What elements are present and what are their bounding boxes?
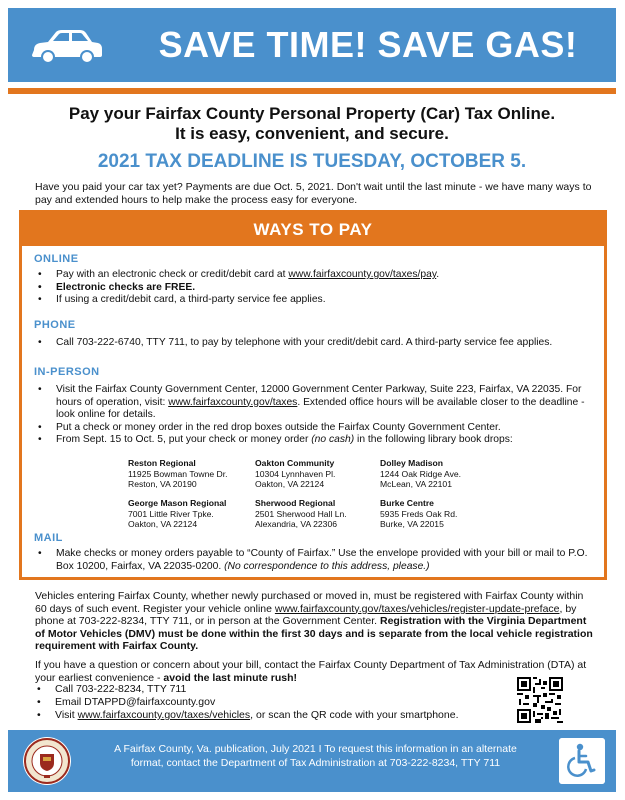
dmv-notice: Registration with the Virginia Department of Motor Vehicles (DMV) must be done within the first 30 days and is separate from the local vehicle registration requirement with Fairfax County. (35, 615, 593, 652)
visit-text: , or scan the QR code with your smartphone. (250, 709, 459, 721)
headline-line-1: Pay your Fairfax County Personal Property (Car) Tax Online. (68, 104, 556, 123)
library-city: Alexandria, VA 22306 (255, 519, 338, 530)
contact-list (35, 683, 505, 722)
deadline-banner: 2021 TAX DEADLINE IS TUESDAY, OCTOBER 5. (97, 151, 527, 172)
vehicles-link[interactable]: www.fairfaxcounty.gov/taxes/vehicles (77, 709, 251, 721)
contact-visit (35, 709, 505, 722)
footer-banner (8, 730, 616, 792)
library-city: Reston, VA 20190 (128, 479, 197, 490)
library-name: Oakton Community (255, 458, 335, 468)
county-seal-icon (22, 736, 72, 786)
inperson-item: • Put a check or money order in the red drop boxes outside the Fairfax County Government Center. (36, 422, 596, 435)
library-address: 5935 Freds Oak Rd. (380, 508, 458, 519)
library-burke-centre (380, 498, 505, 530)
headline-line-2: It is easy, convenient, and secure. (175, 124, 449, 143)
inperson-item-text: . Extended office hours will be available closer to the deadline - look online for details. (56, 396, 585, 421)
library-name: Dolley Madison (380, 458, 444, 468)
library-dolley-madison (380, 458, 505, 490)
inperson-item-text: From Sept. 15 to Oct. 5, put your check or money order (56, 434, 312, 446)
library-address: 2501 Sherwood Hall Ln. (255, 508, 347, 519)
library-name: Sherwood Regional (255, 498, 336, 508)
inperson-item (36, 384, 596, 422)
inperson-item-text: Visit the Fairfax County Government Center, 12000 Government Center Parkway, Suite 223, Fairfax, VA 22035. For hours of operation, visit: (56, 384, 582, 408)
visit-text: Visit (55, 709, 78, 721)
phone-list (36, 337, 596, 350)
library-george-mason (128, 498, 253, 530)
question-text: If you have a question or concern about your bill, contact the Fairfax County Department of Tax Administration (DTA) at your earliest convenience - (35, 659, 587, 684)
library-reston (128, 458, 253, 490)
header-banner (8, 8, 616, 82)
intro-paragraph: Have you paid your car tax yet? Payments are due Oct. 5, 2021. Don't wait until the last minute - we have many ways to pay and extended hours to help make the process easy for everyone. (35, 181, 592, 206)
orange-divider (8, 88, 616, 94)
section-mail-label: MAIL (34, 532, 63, 544)
contact-email: • Email DTAPPD@fairfaxcounty.gov (35, 696, 505, 709)
library-city: McLean, VA 22101 (380, 479, 452, 490)
vehicle-text: Vehicles entering Fairfax County, whether newly purchased or moved in, must be registered with Fairfax County within 60 days of such event. Register your vehicle online (35, 590, 584, 615)
contact-call: • Call 703-222-8234, TTY 711 (35, 683, 505, 696)
mail-list (36, 548, 596, 573)
register-link[interactable]: www.fairfaxcounty.gov/taxes/vehicles/register-update-preface (274, 602, 560, 615)
inperson-item (36, 434, 596, 447)
online-item-text: Pay with an electronic check or credit/debit card at (56, 269, 289, 280)
vehicle-text: , by phone at 703-222-8234, TTY 711, or in person at the Government Center. (35, 602, 577, 627)
qr-code-icon (517, 677, 563, 723)
inperson-list (36, 384, 596, 447)
rush-notice: avoid the last minute rush! (163, 671, 298, 684)
footer-line-2: format, contact the Department of Tax Administration at 703-222-8234, TTY 711 (130, 757, 501, 769)
library-city: Oakton, VA 22124 (128, 519, 198, 530)
library-city: Oakton, VA 22124 (255, 479, 325, 490)
section-online-label: ONLINE (34, 253, 79, 265)
phone-item: • Call 703-222-6740, TTY 711, to pay by telephone with your credit/debit card. A third-party service fee applies. (36, 337, 596, 350)
pay-link[interactable]: www.fairfaxcounty.gov/taxes/pay (288, 269, 437, 280)
ways-to-pay-title: WAYS TO PAY (22, 213, 604, 246)
library-sherwood (255, 498, 380, 530)
footer-line-1: A Fairfax County, Va. publication, July 2021 I To request this information in an alternate (114, 743, 517, 755)
library-name: George Mason Regional (128, 498, 227, 508)
headline (8, 104, 616, 144)
mail-note: (No correspondence to this address, please.) (224, 560, 430, 572)
online-item: • If using a credit/debit card, a third-party service fee applies. (36, 294, 596, 307)
taxes-link[interactable]: www.fairfaxcounty.gov/taxes (168, 396, 298, 408)
mail-item-text: Make checks or money orders payable to “County of Fairfax.” Use the envelope provided with your bill or mail to P.O. Box 10200, Fairfax, VA 22035-0200. (56, 548, 588, 572)
section-inperson-label: IN-PERSON (34, 366, 100, 378)
library-address: 11925 Bowman Towne Dr. (128, 468, 228, 479)
vehicle-registration-paragraph (35, 590, 595, 653)
ways-to-pay-box (19, 210, 607, 580)
online-item: • Electronic checks are FREE. (36, 282, 596, 295)
no-cash-note: (no cash) (311, 434, 355, 446)
mail-item (36, 548, 596, 573)
library-address: 10304 Lynnhaven Pl. (255, 468, 336, 479)
inperson-item-text: in the following library book drops: (354, 434, 513, 446)
library-address: 1244 Oak Ridge Ave. (380, 468, 462, 479)
online-item-text: . (436, 269, 440, 280)
wheelchair-icon (559, 738, 605, 784)
online-item (36, 269, 596, 282)
library-name: Burke Centre (380, 498, 434, 508)
question-paragraph (35, 659, 595, 684)
library-oakton (255, 458, 380, 490)
library-name: Reston Regional (128, 458, 196, 468)
footer-text (88, 742, 543, 770)
library-city: Burke, VA 22015 (380, 519, 444, 530)
car-icon (28, 24, 106, 66)
online-list (36, 269, 596, 307)
header-title: SAVE TIME! SAVE GAS! (158, 24, 578, 65)
library-address: 7001 Little River Tpke. (128, 508, 214, 519)
section-phone-label: PHONE (34, 319, 76, 331)
